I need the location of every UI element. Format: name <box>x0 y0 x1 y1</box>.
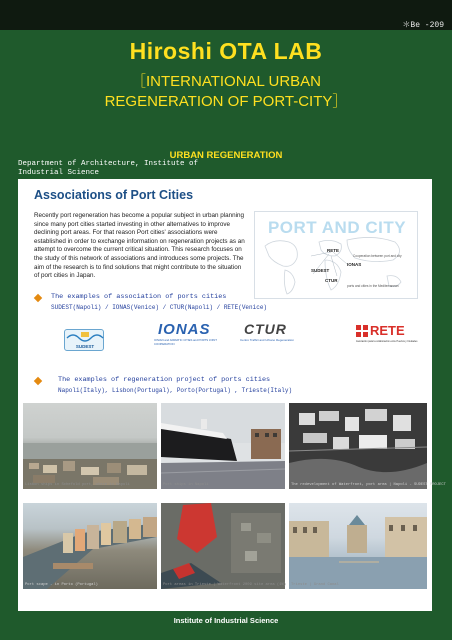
map-title: PORT AND CITY <box>267 218 407 237</box>
photo-caption: Port areas in Trieste | Waterfront 2009 site area (1%) <box>163 583 287 587</box>
research-field: URBAN REGENERATION <box>169 150 283 161</box>
riverside-scene <box>23 503 157 589</box>
associations-heading: The examples of association of ports cities <box>51 293 227 301</box>
photo-caption: Trieste | Grand Canal <box>291 583 339 587</box>
photo-porto-riverside <box>23 503 157 589</box>
photo-trieste-aerial <box>161 503 285 589</box>
ctur-logo-text: CTUR <box>244 321 287 337</box>
ctur-logo-subtext: Centro Traffici and Urbano Regeneration <box>240 338 294 342</box>
bullet-diamond-icon <box>34 294 42 302</box>
ionas-logo <box>154 321 234 345</box>
photo-trieste-canal <box>289 503 427 589</box>
content-panel <box>18 179 446 611</box>
photo-caption: Lisbon ships in Schefold port, where to Napoli <box>25 483 130 487</box>
sudest-logo <box>64 329 104 351</box>
canal-scene <box>289 503 427 589</box>
regeneration-heading: The examples of regeneration project of ports cities <box>58 376 271 384</box>
photo-caption: Port ships in Napoli <box>163 483 209 487</box>
map-note-1: Cooperation between port and city <box>353 254 402 258</box>
department-label: Department of Architecture, Institute of Industrial Science <box>18 160 199 177</box>
footer-institute: Institute of Industrial Science <box>173 616 279 625</box>
lab-title: Hiroshi OTA LAB <box>129 38 323 64</box>
ionas-logo-subtext: IONIAN and ADRIATIC CITIES and PORTS JOINT COOPERATION <box>154 338 217 346</box>
harbor-scene <box>23 403 157 489</box>
rete-logo <box>356 323 418 347</box>
section-title: Associations of Port Cities <box>34 188 194 202</box>
rete-logo-subtext: Asociación para la colaboración entre Puertos y Ciudades <box>356 340 418 343</box>
rete-logo-text: RETE <box>370 323 405 338</box>
site-plan-drawing <box>289 403 427 489</box>
port-and-city-map <box>254 211 418 299</box>
photo-ship-port <box>161 403 285 489</box>
photo-caption: Port scape - in Porto (Portugal) <box>25 583 98 587</box>
rete-grid-icon <box>356 325 368 337</box>
poster-code: ＊Be -209 <box>402 21 444 30</box>
sudest-logo-text: SUDEST <box>75 344 95 349</box>
associations-list: SUDEST(Napoli) / IONAS(Venice) / CTUR(Napoli) / RETE(Venice) <box>51 304 268 311</box>
map-label-ionas: IONAS <box>347 262 362 267</box>
ship-scene <box>161 403 285 489</box>
map-label-ctur: CTUR <box>325 278 338 283</box>
photo-caption: The redevelopment of Waterfront, port area | Napoli - SUDEST PROJECT <box>291 483 446 487</box>
map-note-2: ports and cities in the Mediterranean <box>347 284 399 288</box>
wave-icon <box>65 330 105 344</box>
aerial-scene <box>161 503 285 589</box>
top-bar <box>0 0 452 30</box>
photo-lisbon-harbor <box>23 403 157 489</box>
intro-paragraph: Recently port regeneration has become a popular subject in urban planning since many port cities started investing in other alternatives to improve declining port areas. For that reason Port cities' associations were established in order to exchange information on regeneration projects as an attempt to overcome the current critical situation. This research focuses on the study of this network of associations and introduces some projects. The aim of the research is to find solutions that might contribute to the situation of port cities in Japan. <box>34 212 245 280</box>
photo-napoli-plan <box>289 403 446 489</box>
map-label-sudest: SUDEST <box>311 268 330 273</box>
ionas-logo-text: IONAS <box>158 321 211 338</box>
regeneration-list: Napoli(Italy), Lisbon(Portugal), Porto(Portugal) , Trieste(Italy) <box>58 387 293 394</box>
ctur-logo <box>238 321 338 345</box>
subtitle-line-1: ［INTERNATIONAL URBAN <box>130 73 322 90</box>
map-label-rete: RETE <box>327 248 340 253</box>
bullet-diamond-icon <box>34 377 42 385</box>
subtitle-line-2: REGENERATION OF PORT-CITY］ <box>104 93 348 110</box>
